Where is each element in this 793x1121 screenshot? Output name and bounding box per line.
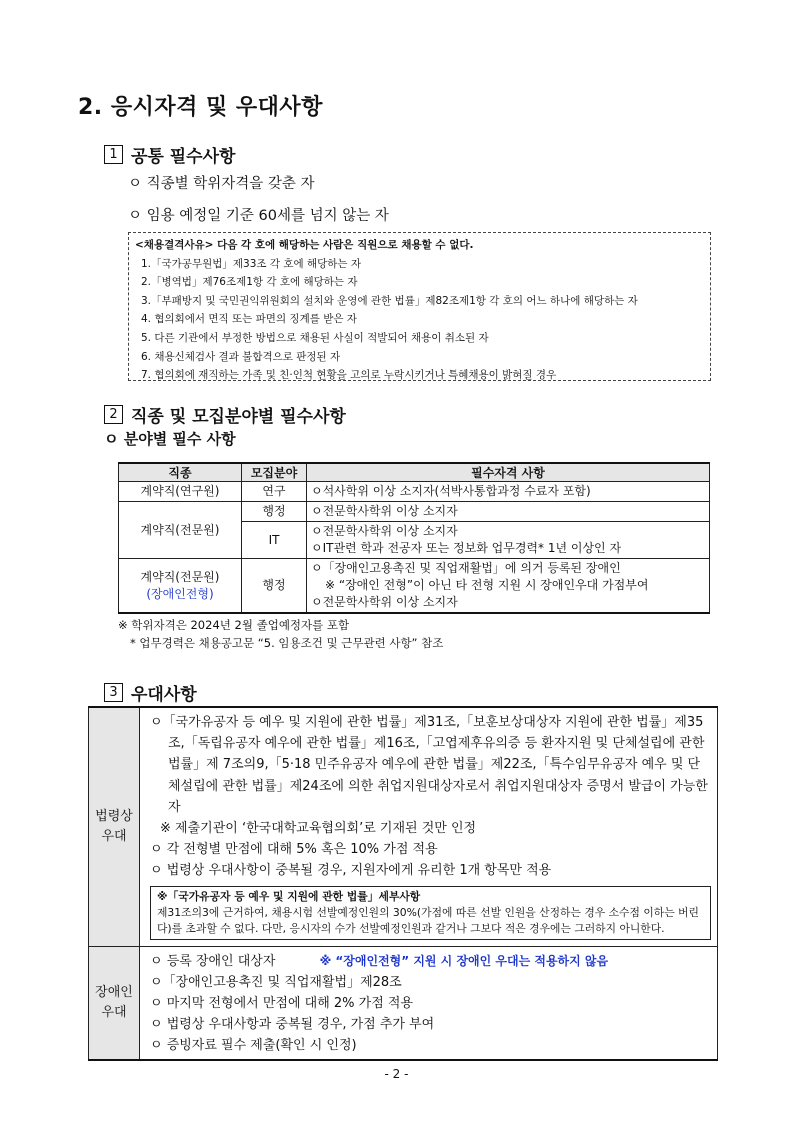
section-title: 우대사항 bbox=[131, 685, 197, 705]
box-item: 6. 채용신체검사 결과 불합격으로 판정된 자 bbox=[141, 350, 341, 363]
row-label: 법령상 우대 bbox=[89, 707, 140, 946]
requirement-cell bbox=[307, 559, 710, 614]
requirement-cell bbox=[307, 522, 710, 559]
job-subtype: (장애인전형) bbox=[146, 586, 214, 601]
table-note: * 업무경력은 채용공고문 “5. 임용조건 및 근무관련 사항” 참조 bbox=[130, 636, 444, 650]
page-number: - 2 - bbox=[384, 1067, 409, 1081]
box-item: 7. 협의회에 재직하는 가족 및 친·인척 현황을 고의로 누락시키거나 특혜채용이 밝혀질 경우 bbox=[141, 369, 557, 382]
table-row bbox=[119, 559, 710, 614]
section-title: 공통 필수사항 bbox=[131, 147, 236, 167]
job-name: 계약직(전문원) bbox=[140, 569, 220, 584]
subsection-title: ㅇ 분야별 필수 사항 bbox=[104, 430, 236, 448]
paragraph: ㅇ 법령상 우대사항이 중복될 경우, 지원자에게 유리한 1개 항목만 적용 bbox=[150, 863, 552, 879]
paragraph: ㅇ「국가유공자 등 예우 및 지원에 관한 법률」제31조,「보훈보상대상자 지원에 관한 법률」제35조,「독립유공자 예우에 관한 법률」제16조,「고엽제후유의증 등 환자지원 및 단체설립에 관한 법률」제 7조의9,「5·18 민주유공자 예우에 관한 법률」제22조,「특수임무유공자 예우 및 단체설립에 관한 법률」제24조에 의한 취업지원대상자로서 취업지원대상자 증명서 발급이 가능한 자 bbox=[150, 715, 708, 815]
table-row bbox=[89, 707, 718, 946]
section-title: 직종 및 모집분야별 필수사항 bbox=[131, 407, 346, 427]
table-row bbox=[119, 482, 710, 502]
job-cell: 계약직(연구원) bbox=[119, 482, 242, 502]
paragraph bbox=[150, 951, 711, 972]
preference-table bbox=[88, 706, 718, 1061]
section-number-box: 2 bbox=[104, 405, 123, 424]
box-item: 4. 협의회에서 면직 또는 파면의 징계를 받은 자 bbox=[141, 313, 357, 326]
paragraph-note: ※ “장애인전형” 지원 시 장애인 우대는 적용하지 않음 bbox=[319, 953, 609, 968]
section-3-heading bbox=[104, 680, 197, 705]
section-2-heading bbox=[104, 402, 346, 427]
column-header: 모집분야 bbox=[242, 463, 307, 482]
field-cell: 행정 bbox=[242, 559, 307, 614]
box-item: 3.「부패방지 및 국민권익위원회의 설치와 운영에 관한 법률」제82조제1항 각 호의 어느 하나에 해당하는 자 bbox=[141, 294, 638, 307]
job-cell bbox=[119, 559, 242, 614]
box-item: 1.「국가공무원법」제33조 각 호에 해당하는 자 bbox=[141, 257, 362, 270]
page-title: 2. 응시자격 및 우대사항 bbox=[78, 95, 323, 120]
requirement-line: ㅇ전문학사학위 이상 소지자 bbox=[311, 595, 458, 609]
box-title: <채용결격사유> 다음 각 호에 해당하는 사람은 직원으로 채용할 수 없다. bbox=[135, 239, 474, 251]
legal-preference-cell bbox=[140, 707, 718, 946]
table-row bbox=[119, 502, 710, 522]
requirement-cell: ㅇ전문학사학위 이상 소지자 bbox=[307, 502, 710, 522]
paragraph: ㅇ 마지막 전형에서 만점에 대해 2% 가점 적용 bbox=[150, 996, 414, 1012]
section-number-box: 1 bbox=[104, 145, 123, 164]
section-number-box: 3 bbox=[104, 683, 123, 702]
field-cell: 행정 bbox=[242, 502, 307, 522]
field-cell: 연구 bbox=[242, 482, 307, 502]
job-cell: 계약직(전문원) bbox=[119, 502, 242, 559]
requirement-note: ※ “장애인 전형”이 아닌 타 전형 지원 시 장애인우대 가점부여 bbox=[325, 578, 649, 592]
disability-preference-cell bbox=[140, 946, 718, 1060]
requirement-line: ㅇ전문학사학위 이상 소지자 bbox=[311, 524, 458, 538]
requirement-line: ㅇIT관련 학과 전공자 또는 정보화 업무경력* 1년 이상인 자 bbox=[311, 541, 622, 555]
box-item: 2.「병역법」제76조제1항 각 호에 해당하는 자 bbox=[141, 276, 358, 289]
paragraph-text: ㅇ 등록 장애인 대상자 bbox=[150, 953, 276, 969]
requirement-cell: ㅇ석사학위 이상 소지자(석박사통합과정 수료자 포함) bbox=[307, 482, 710, 502]
column-header: 필수자격 사항 bbox=[307, 463, 710, 482]
paragraph: ㅇ「장애인고용촉진 및 직업재활법」제28조 bbox=[150, 974, 402, 990]
paragraph-note: ※ 제출기관이 ‘한국대학교육협의회’로 기재된 것만 인정 bbox=[160, 821, 477, 837]
bullet-item: ㅇ 직종별 학위자격을 갖춘 자 bbox=[128, 176, 315, 192]
requirement-line: ㅇ「장애인고용촉진 및 직업재활법」에 의거 등록된 장애인 bbox=[311, 561, 621, 575]
column-header: 직종 bbox=[119, 463, 242, 482]
bullet-item: ㅇ 임용 예정일 기준 60세를 넘지 않는 자 bbox=[128, 208, 389, 224]
detail-box-text: 제31조의3에 근거하여, 채용시험 선발예정인원의 30%(가점에 따른 선발 인원을 산정하는 경우 소수점 이하는 버린다)를 초과할 수 없다. 다만, 응시자의 수가 선발예정인원과 같거나 그보다 적은 경우에는 그러하지 아니한다. bbox=[157, 905, 699, 935]
detail-box-title: ※「국가유공자 등 예우 및 지원에 관한 법률」세부사항 bbox=[157, 889, 421, 903]
detail-box bbox=[150, 886, 711, 940]
requirements-table bbox=[118, 462, 710, 614]
table-row bbox=[89, 946, 718, 1060]
table-note: ※ 학위자격은 2024년 2월 졸업예정자를 포함 bbox=[118, 618, 350, 632]
paragraph: ㅇ 법령상 우대사항과 중복될 경우, 가점 추가 부여 bbox=[150, 1017, 435, 1033]
paragraph: ㅇ 각 전형별 만점에 대해 5% 혹은 10% 가점 적용 bbox=[150, 842, 438, 858]
field-cell: IT bbox=[242, 522, 307, 559]
disqualification-box bbox=[128, 232, 711, 381]
section-1-heading bbox=[104, 142, 235, 167]
paragraph: ㅇ 증빙자료 필수 제출(확인 시 인정) bbox=[150, 1038, 357, 1054]
box-item: 5. 다른 기관에서 부정한 방법으로 채용된 사실이 적발되어 채용이 취소된 자 bbox=[141, 331, 489, 344]
row-label: 장애인 우대 bbox=[89, 946, 140, 1060]
